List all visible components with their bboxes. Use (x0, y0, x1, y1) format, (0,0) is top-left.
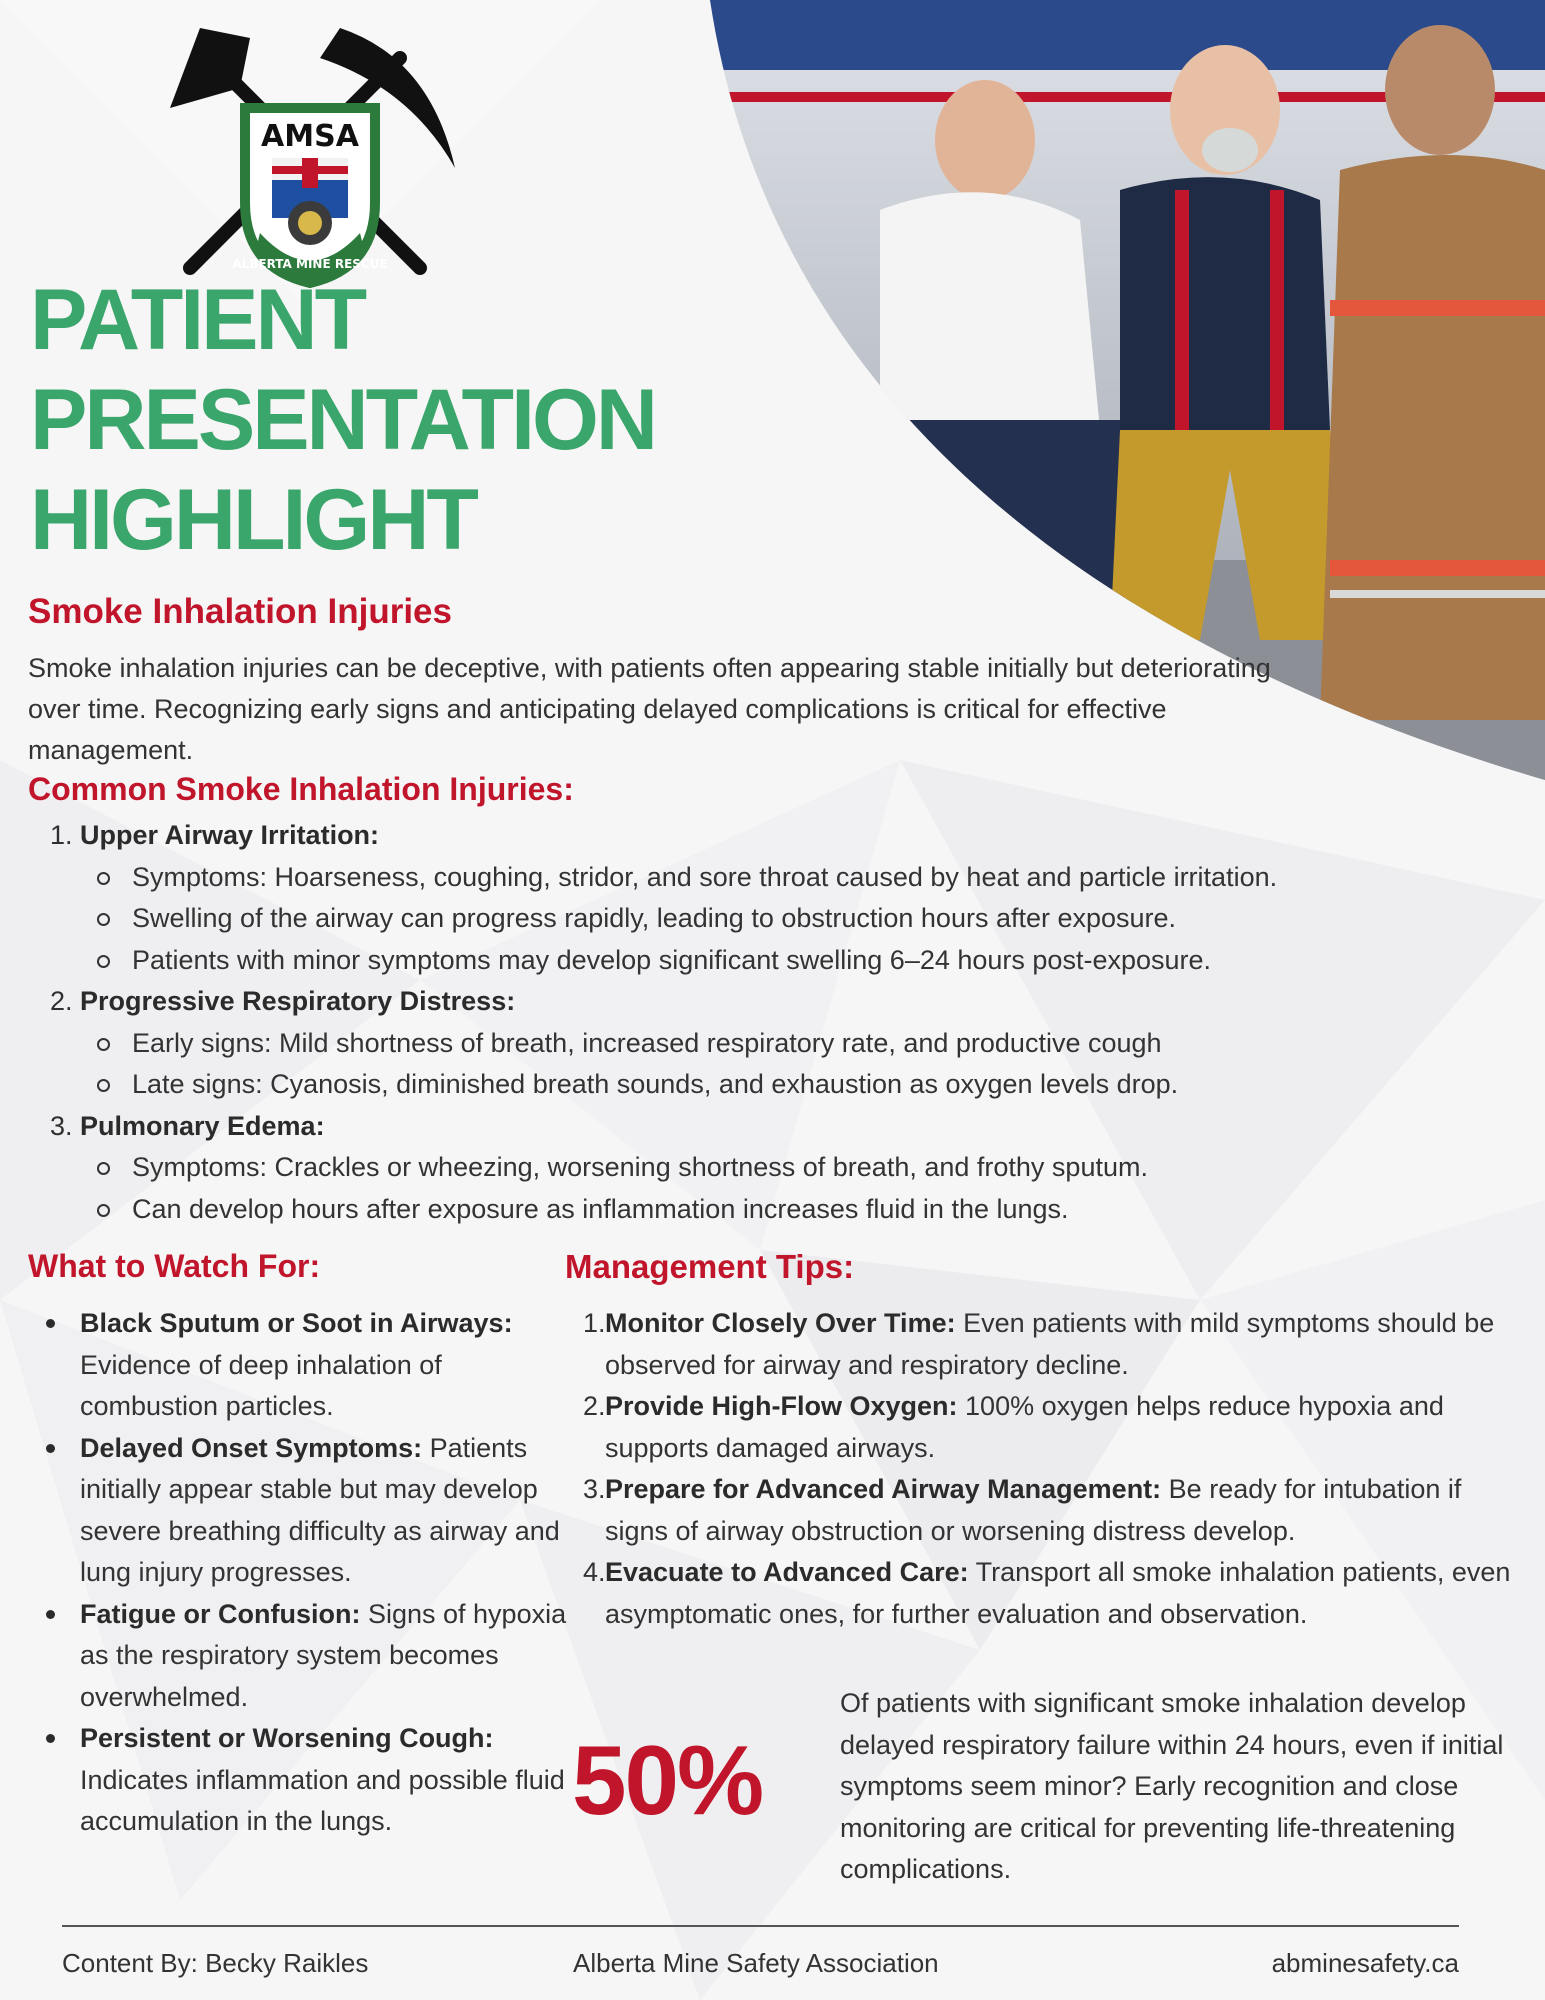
title-line-3: HIGHLIGHT (30, 472, 476, 568)
amsa-logo (150, 18, 460, 288)
stat-text: Of patients with significant smoke inhalation develop delayed respiratory failure within 24 hours, even if initial symptoms seem minor? Early recognition and close monitoring are critical for preventing life-threatening complications. (840, 1688, 1504, 1884)
sub-bullet: Early signs: Mild shortness of breath, increased respiratory rate, and productive cough (80, 1023, 1508, 1065)
list-item (28, 1594, 568, 1719)
item-bold: Monitor Closely Over Time: (605, 1308, 956, 1338)
item-bold: Fatigue or Confusion: (80, 1598, 361, 1629)
sub-bullet: Late signs: Cyanosis, diminished breath sounds, and exhaustion as oxygen levels drop. (80, 1064, 1508, 1106)
common-injuries-list (28, 815, 1508, 1230)
list-item (28, 981, 1508, 1106)
sub-bullet: Swelling of the airway can progress rapidly, leading to obstruction hours after exposure. (80, 898, 1508, 940)
footer-author: Content By: Becky Raikles (62, 1948, 369, 1978)
list-item-title: Pulmonary Edema: (80, 1110, 325, 1141)
list-item (565, 1469, 1525, 1552)
management-list (565, 1303, 1525, 1635)
section-heading-management: Management Tips: (565, 1248, 855, 1285)
title-line-2: PRESENTATION (30, 372, 655, 468)
sub-bullet: Symptoms: Crackles or wheezing, worsening shortness of breath, and frothy sputum. (80, 1147, 1508, 1189)
item-bold: Prepare for Advanced Airway Management: (605, 1474, 1162, 1504)
list-item (565, 1552, 1525, 1635)
page-title (30, 270, 750, 570)
list-item (565, 1303, 1525, 1386)
item-text: 100% oxygen helps reduce hypoxia and supports damaged airways. (605, 1391, 1444, 1463)
item-text: Indicates inflammation and possible fluid accumulation in the lungs. (80, 1764, 565, 1836)
item-text: Patients initially appear stable but may develop severe breathing difficulty as airway and lung injury progresses. (80, 1432, 560, 1587)
list-number: 3. (50, 1110, 73, 1141)
watch-list (28, 1303, 568, 1843)
list-item (28, 815, 1508, 981)
list-item (28, 1428, 568, 1594)
footer-organization: Alberta Mine Safety Association (573, 1948, 939, 1978)
list-number: 2. (583, 1391, 606, 1421)
title-line-1: PATIENT (30, 272, 365, 368)
svg-text:ALBERTA MINE RESCUE: ALBERTA MINE RESCUE (232, 257, 388, 271)
list-number: 4. (583, 1557, 606, 1587)
sub-bullet: Patients with minor symptoms may develop significant swelling 6–24 hours post-exposure. (80, 940, 1508, 982)
intro-paragraph: Smoke inhalation injuries can be deceptive, with patients often appearing stable initially but deteriorating over time. Recognizing early signs and anticipating delayed complications is critical for effective management. (28, 653, 1271, 765)
footer-divider (62, 1925, 1459, 1927)
list-number: 1. (583, 1308, 606, 1338)
list-number: 2. (50, 986, 73, 1016)
item-bold: Evacuate to Advanced Care: (605, 1557, 969, 1587)
svg-text:AMSA: AMSA (261, 119, 359, 154)
footer-website-link[interactable]: abminesafety.ca (1271, 1948, 1459, 1978)
item-bold: Black Sputum or Soot in Airways: (80, 1308, 513, 1338)
list-item (28, 1303, 568, 1428)
list-item (28, 1106, 1508, 1231)
list-item-title: Upper Airway Irritation: (80, 820, 380, 850)
item-text: Signs of hypoxia as the respiratory system becomes overwhelmed. (80, 1598, 567, 1712)
section-heading-smoke: Smoke Inhalation Injuries (28, 592, 452, 631)
section-heading-watch: What to Watch For: (28, 1248, 321, 1284)
item-bold: Provide High-Flow Oxygen: (605, 1391, 958, 1421)
list-number: 1. (50, 820, 73, 850)
stat-value: 50% (572, 1725, 763, 1835)
section-heading-common: Common Smoke Inhalation Injuries: (28, 771, 574, 807)
sub-bullet: Can develop hours after exposure as inflammation increases fluid in the lungs. (80, 1189, 1508, 1231)
list-number: 3. (583, 1474, 606, 1504)
item-bold: Persistent or Worsening Cough: (80, 1723, 494, 1753)
item-bold: Delayed Onset Symptoms: (80, 1432, 423, 1463)
list-item (28, 1718, 568, 1843)
sub-bullet: Symptoms: Hoarseness, coughing, stridor, and sore throat caused by heat and particle irritation. (80, 857, 1508, 899)
list-item-title: Progressive Respiratory Distress: (80, 986, 516, 1016)
item-text: Even patients with mild symptoms should be observed for airway and respiratory decline. (605, 1308, 1495, 1380)
item-text: Transport all smoke inhalation patients, even asymptomatic ones, for further evaluation and observation. (605, 1557, 1511, 1629)
item-text: Be ready for intubation if signs of airway obstruction or worsening distress develop. (605, 1474, 1462, 1546)
list-item (565, 1386, 1525, 1469)
item-text: Evidence of deep inhalation of combustion particles. (80, 1349, 442, 1421)
